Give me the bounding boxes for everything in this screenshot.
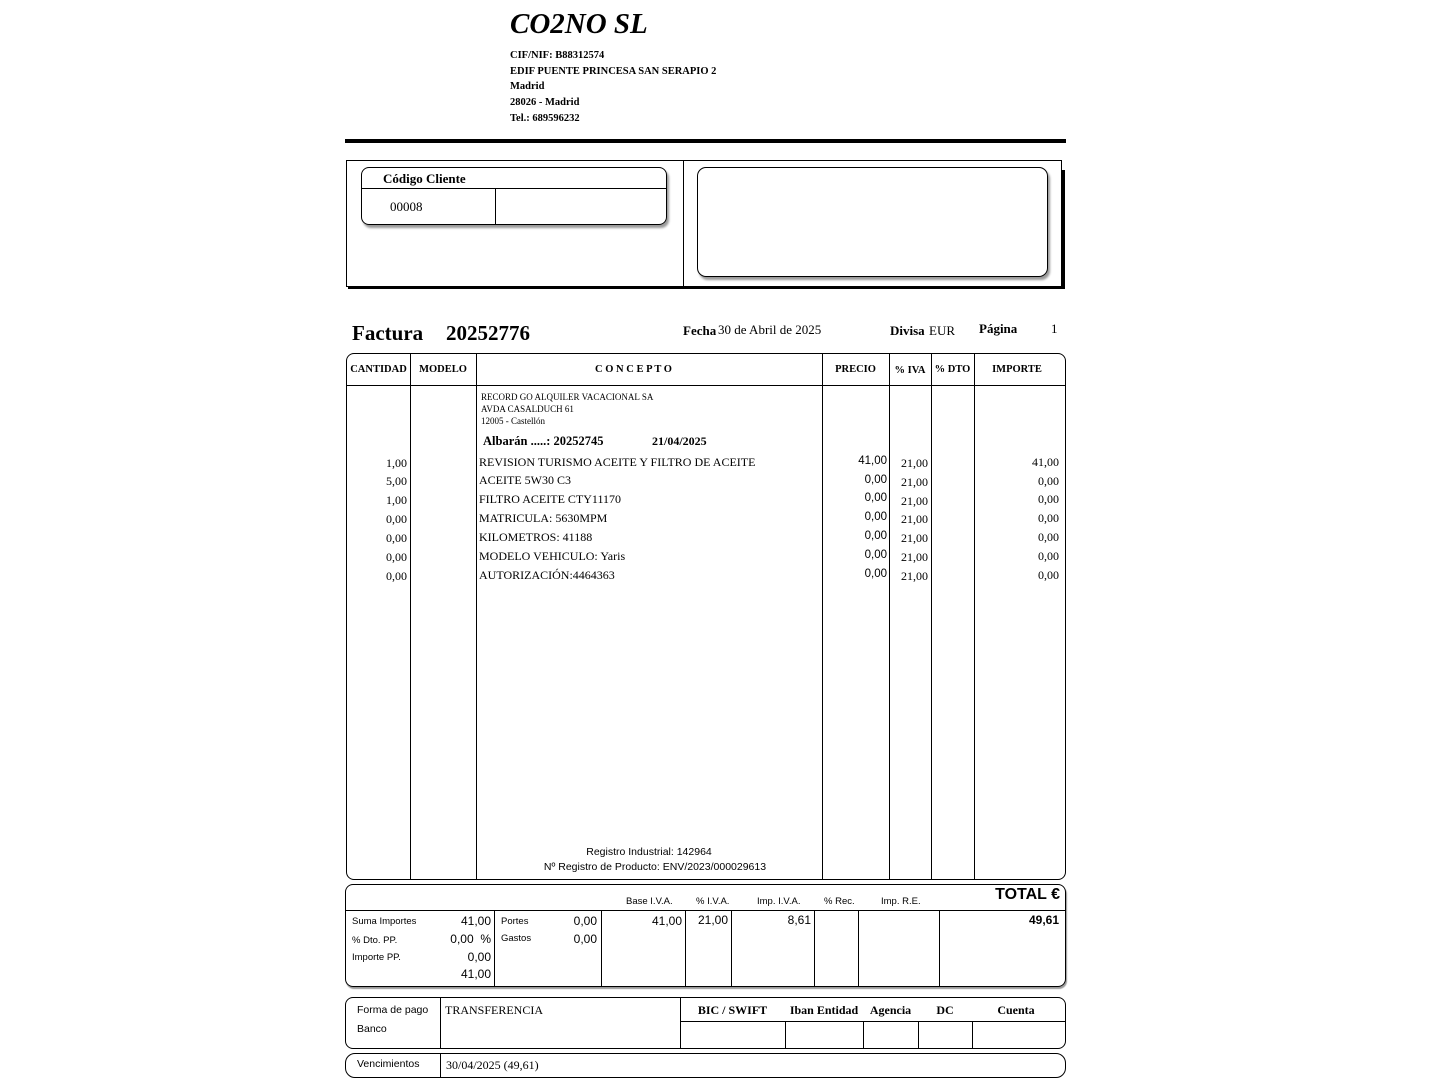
page-number: 1 xyxy=(1051,321,1058,336)
item-concept: AUTORIZACIÓN:4464363 xyxy=(479,568,615,582)
col-sep-2 xyxy=(476,353,477,879)
client-code-label: Código Cliente xyxy=(383,171,466,186)
suma-label: Suma Importes xyxy=(352,916,417,927)
col-sep-1 xyxy=(410,353,411,879)
item-iva: 21,00 xyxy=(901,550,928,564)
item-concept: ACEITE 5W30 C3 xyxy=(479,473,571,487)
portes-value: 0,00 xyxy=(573,914,597,928)
gastos-value: 0,00 xyxy=(573,932,597,946)
base-value: 41,00 xyxy=(651,914,682,928)
client-shadow-right xyxy=(1062,170,1065,288)
col-sep-4 xyxy=(889,353,890,879)
recipient-address: AVDA CASALDUCH 61 xyxy=(481,404,574,414)
imp-iva-label: Imp. I.V.A. xyxy=(757,896,801,907)
totals-sep-7 xyxy=(939,910,940,986)
client-address-box xyxy=(697,167,1048,277)
invoice-number: 20252776 xyxy=(446,321,530,345)
dto-value: 0,00 % xyxy=(450,932,491,946)
totals-sep-4 xyxy=(731,910,732,986)
item-iva: 21,00 xyxy=(901,531,928,545)
forma-pago: TRANSFERENCIA xyxy=(445,1003,544,1017)
company-phone: Tel.: 689596232 xyxy=(510,113,580,124)
currency: EUR xyxy=(929,323,955,338)
albaran-label: Albarán .....: 20252745 xyxy=(483,434,604,448)
payment-sep-6 xyxy=(972,1021,973,1048)
item-amount: 0,00 xyxy=(1038,474,1059,488)
imp-iva-value: 8,61 xyxy=(787,913,811,927)
col-sep-3 xyxy=(822,353,823,879)
col-precio: PRECIO xyxy=(835,364,876,375)
currency-label: Divisa xyxy=(890,323,925,338)
item-price: 0,00 xyxy=(864,511,887,523)
payment-sep-3 xyxy=(785,1021,786,1048)
total-value: 49,61 xyxy=(1028,913,1059,927)
item-concept: REVISION TURISMO ACEITE Y FILTRO DE ACEITE xyxy=(479,455,756,469)
item-amount: 41,00 xyxy=(1032,455,1059,469)
item-price: 41,00 xyxy=(858,455,887,467)
importe-pp-label: Importe PP. xyxy=(352,952,401,963)
payment-sep-4 xyxy=(863,1021,864,1048)
payment-bank-sep xyxy=(680,1021,1065,1022)
agencia-label: Agencia xyxy=(869,1003,912,1017)
dto-label: % Dto. PP. xyxy=(352,935,398,946)
totals-sep-1 xyxy=(494,910,495,986)
col-modelo: MODELO xyxy=(419,364,467,375)
albaran-date: 21/04/2025 xyxy=(652,434,707,448)
company-postal: 28026 - Madrid xyxy=(510,97,580,108)
item-amount: 0,00 xyxy=(1038,530,1059,544)
venc-sep xyxy=(440,1053,441,1077)
imp-re-label: Imp. R.E. xyxy=(881,896,921,907)
item-qty: 0,00 xyxy=(386,512,407,526)
item-concept: MODELO VEHICULO: Yaris xyxy=(479,549,626,563)
item-amount: 0,00 xyxy=(1038,549,1059,563)
item-iva: 21,00 xyxy=(901,494,928,508)
item-iva: 21,00 xyxy=(901,475,928,489)
item-amount: 0,00 xyxy=(1038,568,1059,582)
col-iva: % IVA xyxy=(894,365,926,376)
col-concepto: C O N C E P T O xyxy=(595,364,672,375)
company-address: EDIF PUENTE PRINCESA SAN SERAPIO 2 xyxy=(510,66,717,77)
pct-iva-label: % I.V.A. xyxy=(696,896,730,907)
item-price: 0,00 xyxy=(864,568,887,580)
suma-value: 41,00 xyxy=(460,914,491,928)
item-qty: 1,00 xyxy=(386,493,407,507)
base-iva-label: Base I.V.A. xyxy=(626,896,673,907)
vencimientos-label: Vencimientos xyxy=(357,1058,420,1070)
payment-sep-1 xyxy=(440,997,441,1048)
registry-industrial: Registro Industrial: 142964 xyxy=(586,846,712,858)
vencimientos-value: 30/04/2025 (49,61) xyxy=(446,1058,539,1072)
item-qty: 1,00 xyxy=(386,456,407,470)
totals-header-sep xyxy=(346,910,1065,911)
items-header-sep xyxy=(347,385,1065,386)
col-sep-5 xyxy=(931,353,932,879)
item-iva: 21,00 xyxy=(901,512,928,526)
item-concept: FILTRO ACEITE CTY11170 xyxy=(479,492,622,506)
totals-sep-6 xyxy=(858,910,859,986)
recipient-city: 12005 - Castellón xyxy=(481,416,545,426)
client-code-sep xyxy=(362,188,666,189)
col-sep-6 xyxy=(974,353,975,879)
items-table xyxy=(346,353,1066,880)
item-price: 0,00 xyxy=(864,530,887,542)
item-concept: MATRICULA: 5630MPM xyxy=(479,511,608,525)
totals-sep-5 xyxy=(814,910,815,986)
banco-label: Banco xyxy=(357,1023,387,1035)
client-code-vsep xyxy=(495,188,496,224)
invoice-label: Factura xyxy=(352,321,424,345)
company-city: Madrid xyxy=(510,81,545,92)
col-importe: IMPORTE xyxy=(992,364,1042,375)
bic-label: BIC / SWIFT xyxy=(697,1003,768,1017)
item-amount: 0,00 xyxy=(1038,511,1059,525)
total-label: TOTAL € xyxy=(995,886,1060,903)
invoice-date: 30 de Abril de 2025 xyxy=(718,322,822,337)
gastos-label: Gastos xyxy=(501,933,532,944)
item-qty: 5,00 xyxy=(386,474,407,488)
subtotal-value: 41,00 xyxy=(460,967,491,981)
rec-label: % Rec. xyxy=(824,896,855,907)
pct-iva-value: 21,00 xyxy=(697,913,728,927)
col-dto: % DTO xyxy=(934,364,971,375)
payment-sep-5 xyxy=(918,1021,919,1048)
client-code: 00008 xyxy=(390,199,423,214)
item-iva: 21,00 xyxy=(901,569,928,583)
date-label: Fecha xyxy=(683,323,717,338)
item-qty: 0,00 xyxy=(386,569,407,583)
registry-product: Nº Registro de Producto: ENV/2023/000029613 xyxy=(543,861,767,873)
importe-pp-value: 0,00 xyxy=(467,950,491,964)
company-cif: CIF/NIF: B88312574 xyxy=(510,50,605,61)
dc-label: DC xyxy=(936,1003,954,1017)
recipient-name: RECORD GO ALQUILER VACACIONAL SA xyxy=(481,392,654,402)
totals-sep-2 xyxy=(601,910,602,986)
client-shadow-bottom xyxy=(348,286,1065,289)
iban-label: Iban Entidad xyxy=(789,1003,859,1017)
item-concept: KILOMETROS: 41188 xyxy=(479,530,593,544)
item-amount: 0,00 xyxy=(1038,492,1059,506)
item-qty: 0,00 xyxy=(386,531,407,545)
company-name: CO2NO SL xyxy=(510,8,648,40)
item-price: 0,00 xyxy=(864,474,887,486)
item-price: 0,00 xyxy=(864,492,887,504)
cuenta-label: Cuenta xyxy=(997,1003,1035,1017)
client-divider xyxy=(683,160,684,287)
item-iva: 21,00 xyxy=(901,456,928,470)
col-cantidad: CANTIDAD xyxy=(350,364,407,375)
portes-label: Portes xyxy=(501,916,529,927)
item-price: 0,00 xyxy=(864,549,887,561)
forma-pago-label: Forma de pago xyxy=(357,1004,429,1016)
header-divider xyxy=(345,139,1066,143)
item-qty: 0,00 xyxy=(386,550,407,564)
page-label: Página xyxy=(979,321,1018,336)
totals-sep-3 xyxy=(685,910,686,986)
